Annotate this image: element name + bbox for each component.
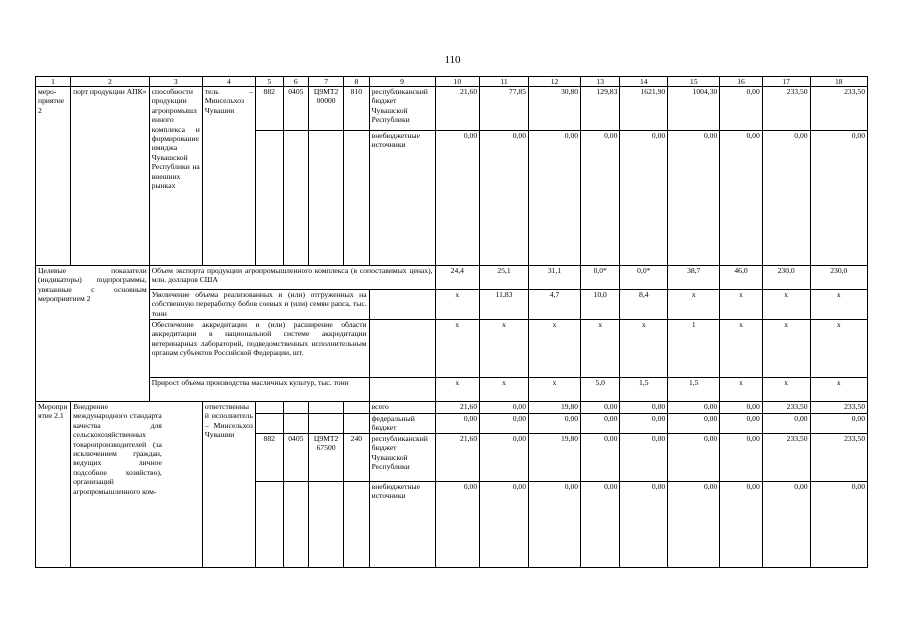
page-number: 110	[444, 54, 461, 66]
value-cell: 10,0	[581, 290, 620, 320]
value-cell: х	[762, 320, 810, 378]
event-executor: ответственный исполнитель – Минсельхоз Чувашии	[202, 402, 255, 568]
value-cell: 233,50	[810, 87, 867, 131]
budget-table	[35, 76, 868, 568]
table-row	[36, 290, 868, 320]
column-header: 17	[762, 77, 810, 87]
value-cell: 0,00	[480, 131, 529, 266]
value-cell: 233,50	[810, 434, 867, 482]
value-cell: х	[720, 320, 763, 378]
rzpr-code: 0405	[283, 87, 309, 131]
vr-code: 240	[344, 434, 370, 482]
value-cell: 77,85	[480, 87, 529, 131]
indicators-label: Целевые показатели (индикаторы) подпрограммы, увязанные с основным мероприятием 2	[36, 266, 150, 402]
column-header: 7	[309, 77, 344, 87]
value-cell: 0,00	[620, 402, 668, 414]
value-cell: 0,00	[720, 402, 763, 414]
value-cell: 11,83	[480, 290, 529, 320]
value-cell: х	[720, 290, 763, 320]
rzpr-code: 0405	[283, 434, 309, 482]
value-cell: х	[529, 320, 581, 378]
value-cell: 46,0	[720, 266, 763, 290]
value-cell: х	[480, 320, 529, 378]
funding-source: республиканский бюджет Чувашской Республики	[369, 434, 435, 482]
value-cell: 0,00	[720, 414, 763, 434]
value-cell: х	[529, 378, 581, 402]
value-cell: 4,7	[529, 290, 581, 320]
value-cell: 0,00	[480, 482, 529, 568]
value-cell: 0,00	[620, 131, 668, 266]
indicator-name: Увеличение объема реализованных и (или) отгруженных на собственную переработку бобов соевых и (или) семян рапса, тыс. тонн	[149, 290, 369, 320]
value-cell: 0,00	[720, 482, 763, 568]
value-cell: х	[435, 290, 480, 320]
value-cell: 0,00	[581, 482, 620, 568]
value-cell: 233,50	[762, 87, 810, 131]
value-cell: х	[810, 290, 867, 320]
column-header: 6	[283, 77, 309, 87]
column-header-row	[36, 77, 868, 87]
column-header: 12	[529, 77, 581, 87]
value-cell: 38,7	[668, 266, 720, 290]
value-cell: х	[762, 378, 810, 402]
value-cell: 0,00	[581, 434, 620, 482]
value-cell: 8,4	[620, 290, 668, 320]
value-cell: 0,00	[480, 434, 529, 482]
value-cell: 0,00	[720, 131, 763, 266]
value-cell: 233,50	[762, 434, 810, 482]
value-cell: 24,4	[435, 266, 480, 290]
event-description: способности продукции агропромышленного комплекса и формирование имиджа Чувашской Республики на внешних рынках	[149, 87, 202, 266]
column-header: 16	[720, 77, 763, 87]
table-row	[36, 320, 868, 378]
grbs-code: 882	[255, 434, 283, 482]
value-cell: 0,0*	[620, 266, 668, 290]
value-cell: 31,1	[529, 266, 581, 290]
value-cell: 0,00	[810, 414, 867, 434]
value-cell: 1621,90	[620, 87, 668, 131]
value-cell: 0,00	[810, 482, 867, 568]
column-header: 11	[480, 77, 529, 87]
value-cell: 0,00	[762, 414, 810, 434]
value-cell: 0,00	[480, 402, 529, 414]
funding-source: республиканский бюджет Чувашской Республики	[369, 87, 435, 131]
event-title: порт продукции АПК»	[71, 87, 150, 266]
value-cell: 0,00	[529, 414, 581, 434]
column-header: 18	[810, 77, 867, 87]
value-cell: 5,0	[581, 378, 620, 402]
column-header: 5	[255, 77, 283, 87]
column-header: 1	[36, 77, 71, 87]
column-header: 13	[581, 77, 620, 87]
value-cell: х	[810, 320, 867, 378]
event-executor: тель – Минсельхоз Чувашии	[202, 87, 255, 266]
value-cell: 1	[668, 320, 720, 378]
value-cell: 1,5	[620, 378, 668, 402]
column-header: 8	[344, 77, 370, 87]
value-cell: 19,80	[529, 402, 581, 414]
csr-code: Ц9МТ2 67500	[309, 434, 344, 482]
grbs-code: 882	[255, 87, 283, 131]
value-cell: 0,00	[581, 414, 620, 434]
value-cell: 19,80	[529, 434, 581, 482]
value-cell: 233,50	[810, 402, 867, 414]
value-cell: 25,1	[480, 266, 529, 290]
value-cell: х	[810, 378, 867, 402]
funding-source: всего	[369, 402, 435, 414]
value-cell: 0,0*	[581, 266, 620, 290]
value-cell: 21,60	[435, 87, 480, 131]
table-row	[36, 402, 868, 414]
value-cell: 0,00	[581, 402, 620, 414]
value-cell: 1004,30	[668, 87, 720, 131]
value-cell: х	[668, 290, 720, 320]
value-cell: 0,00	[668, 131, 720, 266]
value-cell: 0,00	[720, 87, 763, 131]
value-cell: х	[720, 378, 763, 402]
value-cell: 0,00	[668, 434, 720, 482]
value-cell: 0,00	[529, 482, 581, 568]
event-name: Мероприятие 2.1	[36, 402, 71, 568]
value-cell: 0,00	[529, 131, 581, 266]
value-cell: 30,80	[529, 87, 581, 131]
table-row	[36, 266, 868, 290]
value-cell: 0,00	[668, 414, 720, 434]
value-cell: х	[435, 320, 480, 378]
column-header: 9	[369, 77, 435, 87]
table-row	[36, 87, 868, 131]
value-cell: х	[762, 290, 810, 320]
funding-source: внебюджетные источники	[369, 131, 435, 266]
value-cell: 0,00	[435, 131, 480, 266]
value-cell: 230,0	[762, 266, 810, 290]
value-cell: 0,00	[435, 482, 480, 568]
indicator-name: Объем экспорта продукции агропромышленного комплекса (в сопоставимых ценах), млн. долларов США	[149, 266, 435, 290]
column-header: 2	[71, 77, 150, 87]
funding-source: внебюджетные источники	[369, 482, 435, 568]
value-cell: 0,00	[668, 402, 720, 414]
value-cell: 233,50	[762, 402, 810, 414]
column-header: 4	[202, 77, 255, 87]
value-cell: х	[581, 320, 620, 378]
value-cell: 0,00	[620, 414, 668, 434]
value-cell: х	[620, 320, 668, 378]
value-cell: 0,00	[668, 482, 720, 568]
value-cell: 0,00	[762, 131, 810, 266]
value-cell: 0,00	[480, 414, 529, 434]
value-cell: 0,00	[720, 434, 763, 482]
indicator-name: Обеспечение аккредитации и (или) расширение области аккредитации в национальной системе аккредитации ветеринарных лабораторий, подведомственных исполнительным органам субъектов Российской Федерации, шт.	[149, 320, 369, 378]
value-cell: 0,00	[620, 482, 668, 568]
column-header: 3	[149, 77, 202, 87]
funding-source: федеральный бюджет	[369, 414, 435, 434]
table-row	[36, 378, 868, 402]
value-cell: х	[480, 378, 529, 402]
column-header: 10	[435, 77, 480, 87]
value-cell: 129,83	[581, 87, 620, 131]
value-cell: 0,00	[810, 131, 867, 266]
event-name: меро-приятие 2	[36, 87, 71, 266]
value-cell: х	[435, 378, 480, 402]
value-cell: 0,00	[762, 482, 810, 568]
column-header: 14	[620, 77, 668, 87]
indicator-name: Прирост объема производства масличных культур, тыс. тонн	[149, 378, 369, 402]
column-header: 15	[668, 77, 720, 87]
value-cell: 0,00	[620, 434, 668, 482]
value-cell: 21,60	[435, 402, 480, 414]
csr-code: Ц9МТ2 00000	[309, 87, 344, 131]
vr-code: 810	[344, 87, 370, 131]
value-cell: 21,60	[435, 434, 480, 482]
value-cell: 0,00	[435, 414, 480, 434]
value-cell: 0,00	[581, 131, 620, 266]
value-cell: 230,0	[810, 266, 867, 290]
event-title: Внедрение международного стандарта качества для сельскохозяйственных товаропроизводителей (за исключением граждан, ведущих личное подсобное хозяйство), организаций агропромышленного ком-	[71, 402, 203, 568]
value-cell: 1,5	[668, 378, 720, 402]
